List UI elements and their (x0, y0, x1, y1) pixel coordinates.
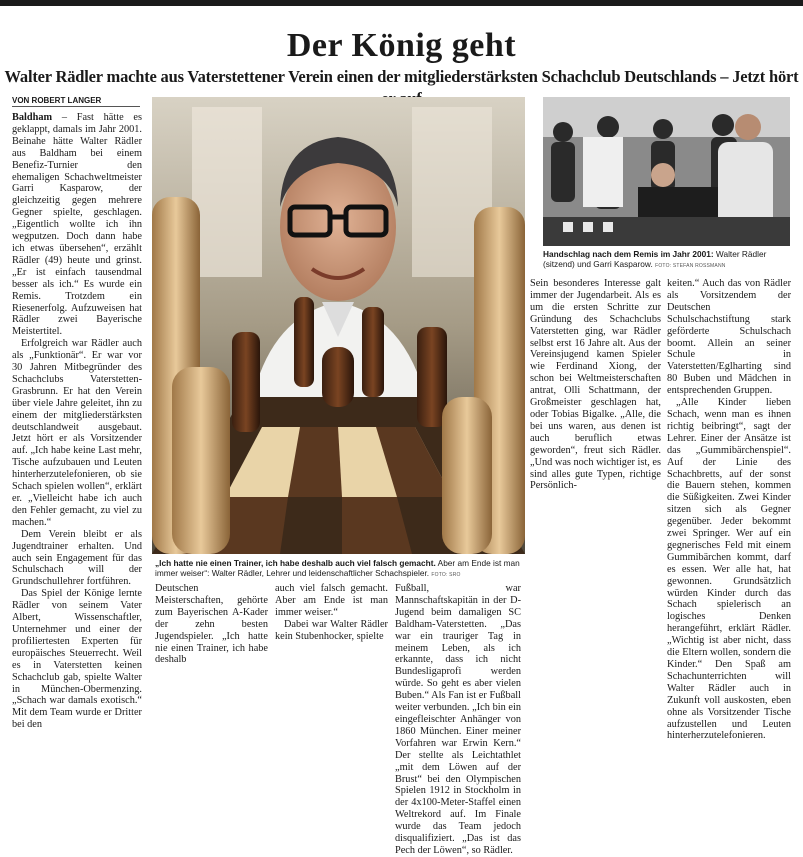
headline: Der König geht (286, 27, 517, 64)
kasparow-handshake-image (543, 97, 790, 246)
paragraph-2: Erfolgreich war Rädler auch als „Funktionär“. Er war vor 30 Jahren Mitbegründer des Schachclubs Vaterstetten-Grasbrunn. Er hat den Verein über viele Jahre geleitet, ihn zu einem der mitgliederstärksten deutschlandweit ausgebaut. Jetzt hört er als Vorsitzender auf. „Ich habe keine Last mehr, Tische aufzubauen und Leuten hinterherzutelefonieren, ob sie Schach spielen wollen“, erklärt er. „Vielleicht habe ich auch den Fehler gemacht, zu viel zu machen.“ (12, 338, 142, 528)
byline-rule (12, 106, 140, 107)
side-photo (543, 97, 790, 246)
main-photo (152, 97, 525, 554)
chess-portrait-image (152, 97, 525, 554)
article-column-3-bottom: Fußball, war Mannschaftskapitän in der D-Jugend beim damaligen SC Baldham-Vaterstetten. „Das war ein trauriger Tag in meinem Leben, als ich erkannte, dass ich nicht Bundesligaprofi werden würde. So geht es aber vielen Buben.“ Als Fan ist er Fußball weiter verbunden. „Ich bin ein eingefleischter Anhänger von 1860 München. Einer meiner Vorfahren war Erwin Kern.“ Der stellte als Leichtathlet „mit dem Löwen auf der Brust“ bei den Olympischen Spielen 1912 in Stockholm in der 4x100-Meter-Staffel einen Weltrekord auf. Im Finale wurde das Team jedoch disqualifiziert. „Das ist das Pech der Löwen“, so Rädler. (395, 583, 521, 856)
article-column-3: Sein besonderes Interesse galt immer der Jugendarbeit. Als es um die ersten Schritte zur Gründung des Schachclubs Vaterstetten ging, war Rädler selbst erst 16 Jahre alt. Aus der Vereinsjugend kamen Spieler wie Ferdinand Xiong, der schon bei Weltmeisterschaften antrat, Olli Schattmann, der Großmeister geschlagen hat, oder Tobias Bigalke. „Alle, die bei uns waren, aus denen ist auch beruflich etwas geworden“, freut sich Rädler. „Und was noch wichtiger ist, es sind alles gute Typen, richtige Persönlich- (530, 278, 661, 492)
side-photo-credit: FOTO: STEFAN ROSSMANN (655, 263, 726, 270)
paragraph-4: Das Spiel der Könige lernte Rädler von seinem Vater Albert, Wissenschaftler, Unternehmer und einer der profiliertesten Experten für europäisches Steuerrecht. Weil es in Vaterstetten keinen Schachclub gab, spielte Walter in München-Obermenzing. „Schach war damals exotisch.“ Mit dem Team wurde er Dritter bei den (12, 588, 142, 731)
bottom-column-1: Deutschen Meisterschaften, gehörte zum Bayerischen A-Kader der zehn besten Jugendspieler. „Ich hatte nie einen Trainer, ich habe deshalb (155, 583, 268, 666)
article-column-4: keiten.“ Auch das von Rädler als Vorsitzendem der Deutschen Schulschachstiftung stark geförderte Schulschach boomt. Allein an seiner Schule in Vaterstetten/Eglharting sind 80 Buben und Mädchen in entsprechenden Gruppen. „Alle Kinder lieben Schach, wenn man es ihnen richtig beibringt“, sagt der Lehrer. Einer der Ansätze ist das „Gummibärchenspiel“. Auf der Linie des Schachbretts, auf der sonst die Bauern stehen, kommen die Süßigkeiten. Zwei Kinder sitzen sich als Gegner gegenüber. Jeder bekommt zwei Springer. Wer auf ein gegnerisches Feld mit einem Gummibärchen kommt, darf es essen. Wer alle hat, hat gewonnen. Grundsätzlich würden Kinder durch das Schach spielerisch an logisches Denken herangeführt, erklärt Rädler. „Wichtig ist aber nicht, dass die Eltern wollen, sondern die Kinder.“ Den Spaß am Schachunterrichten will Walter Rädler auch in Zukunft voll auskosten, eben ohne als Vorsitzender Tische aufzustellen und Leuten hinterherzutelefonieren. (667, 278, 791, 742)
top-rule (0, 0, 803, 6)
subheadline: Walter Rädler machte aus Vaterstettener Verein einen der mitgliederstärksten Schachclub Deutschlands – Jetzt hört (4, 67, 799, 86)
main-photo-caption: „Ich hatte nie einen Trainer, ich habe deshalb auch viel falsch gemacht. Aber am Ende ist man immer weiser“: Walter Rädler, Lehrer und leidenschaftlicher Schachspieler. FOTO: SRO (155, 558, 520, 579)
article-column-1 (12, 112, 142, 731)
paragraph-3: Dem Verein bleibt er als Jugendtrainer erhalten. Und auch sein Engagement für das Schulschach will der Grundschullehrer fortführen. (12, 528, 142, 588)
main-photo-credit: FOTO: SRO (431, 572, 461, 579)
paragraph-1: Baldham – Fast hätte es geklappt, damals im Jahr 2001. Beinahe hätte Walter Rädler aus Baldham bei einem Benefiz-Turnier den ehemaligen Schachweltmeister Garri Kasparow, der gleichzeitig gegen mehrere Gegner spielte, geschlagen. „Eigentlich wollte ich ihn wegputzen. Doch dann habe ich etwas übersehen“, erzählt Rädler (49) heute und grinst. „Er ist einfach tausendmal besser als ich.“ Es wurde ein Remis. Trotzdem ein Riesenerfolg. Aufzuweisen hat Rädler zwei Bayerische Meistertitel. (12, 112, 142, 338)
dateline: Baldham (12, 112, 53, 123)
bottom-column-2: auch viel falsch gemacht. Aber am Ende ist man immer weiser.“ Dabei war Walter Rädler kein Stubenhocker, spielte (275, 583, 388, 642)
byline: VON ROBERT LANGER (12, 96, 102, 105)
side-photo-caption: Handschlag nach dem Remis im Jahr 2001: Walter Rädler (sitzend) und Garri Kasparow. FOTO: STEFAN ROSSMANN (543, 249, 767, 270)
